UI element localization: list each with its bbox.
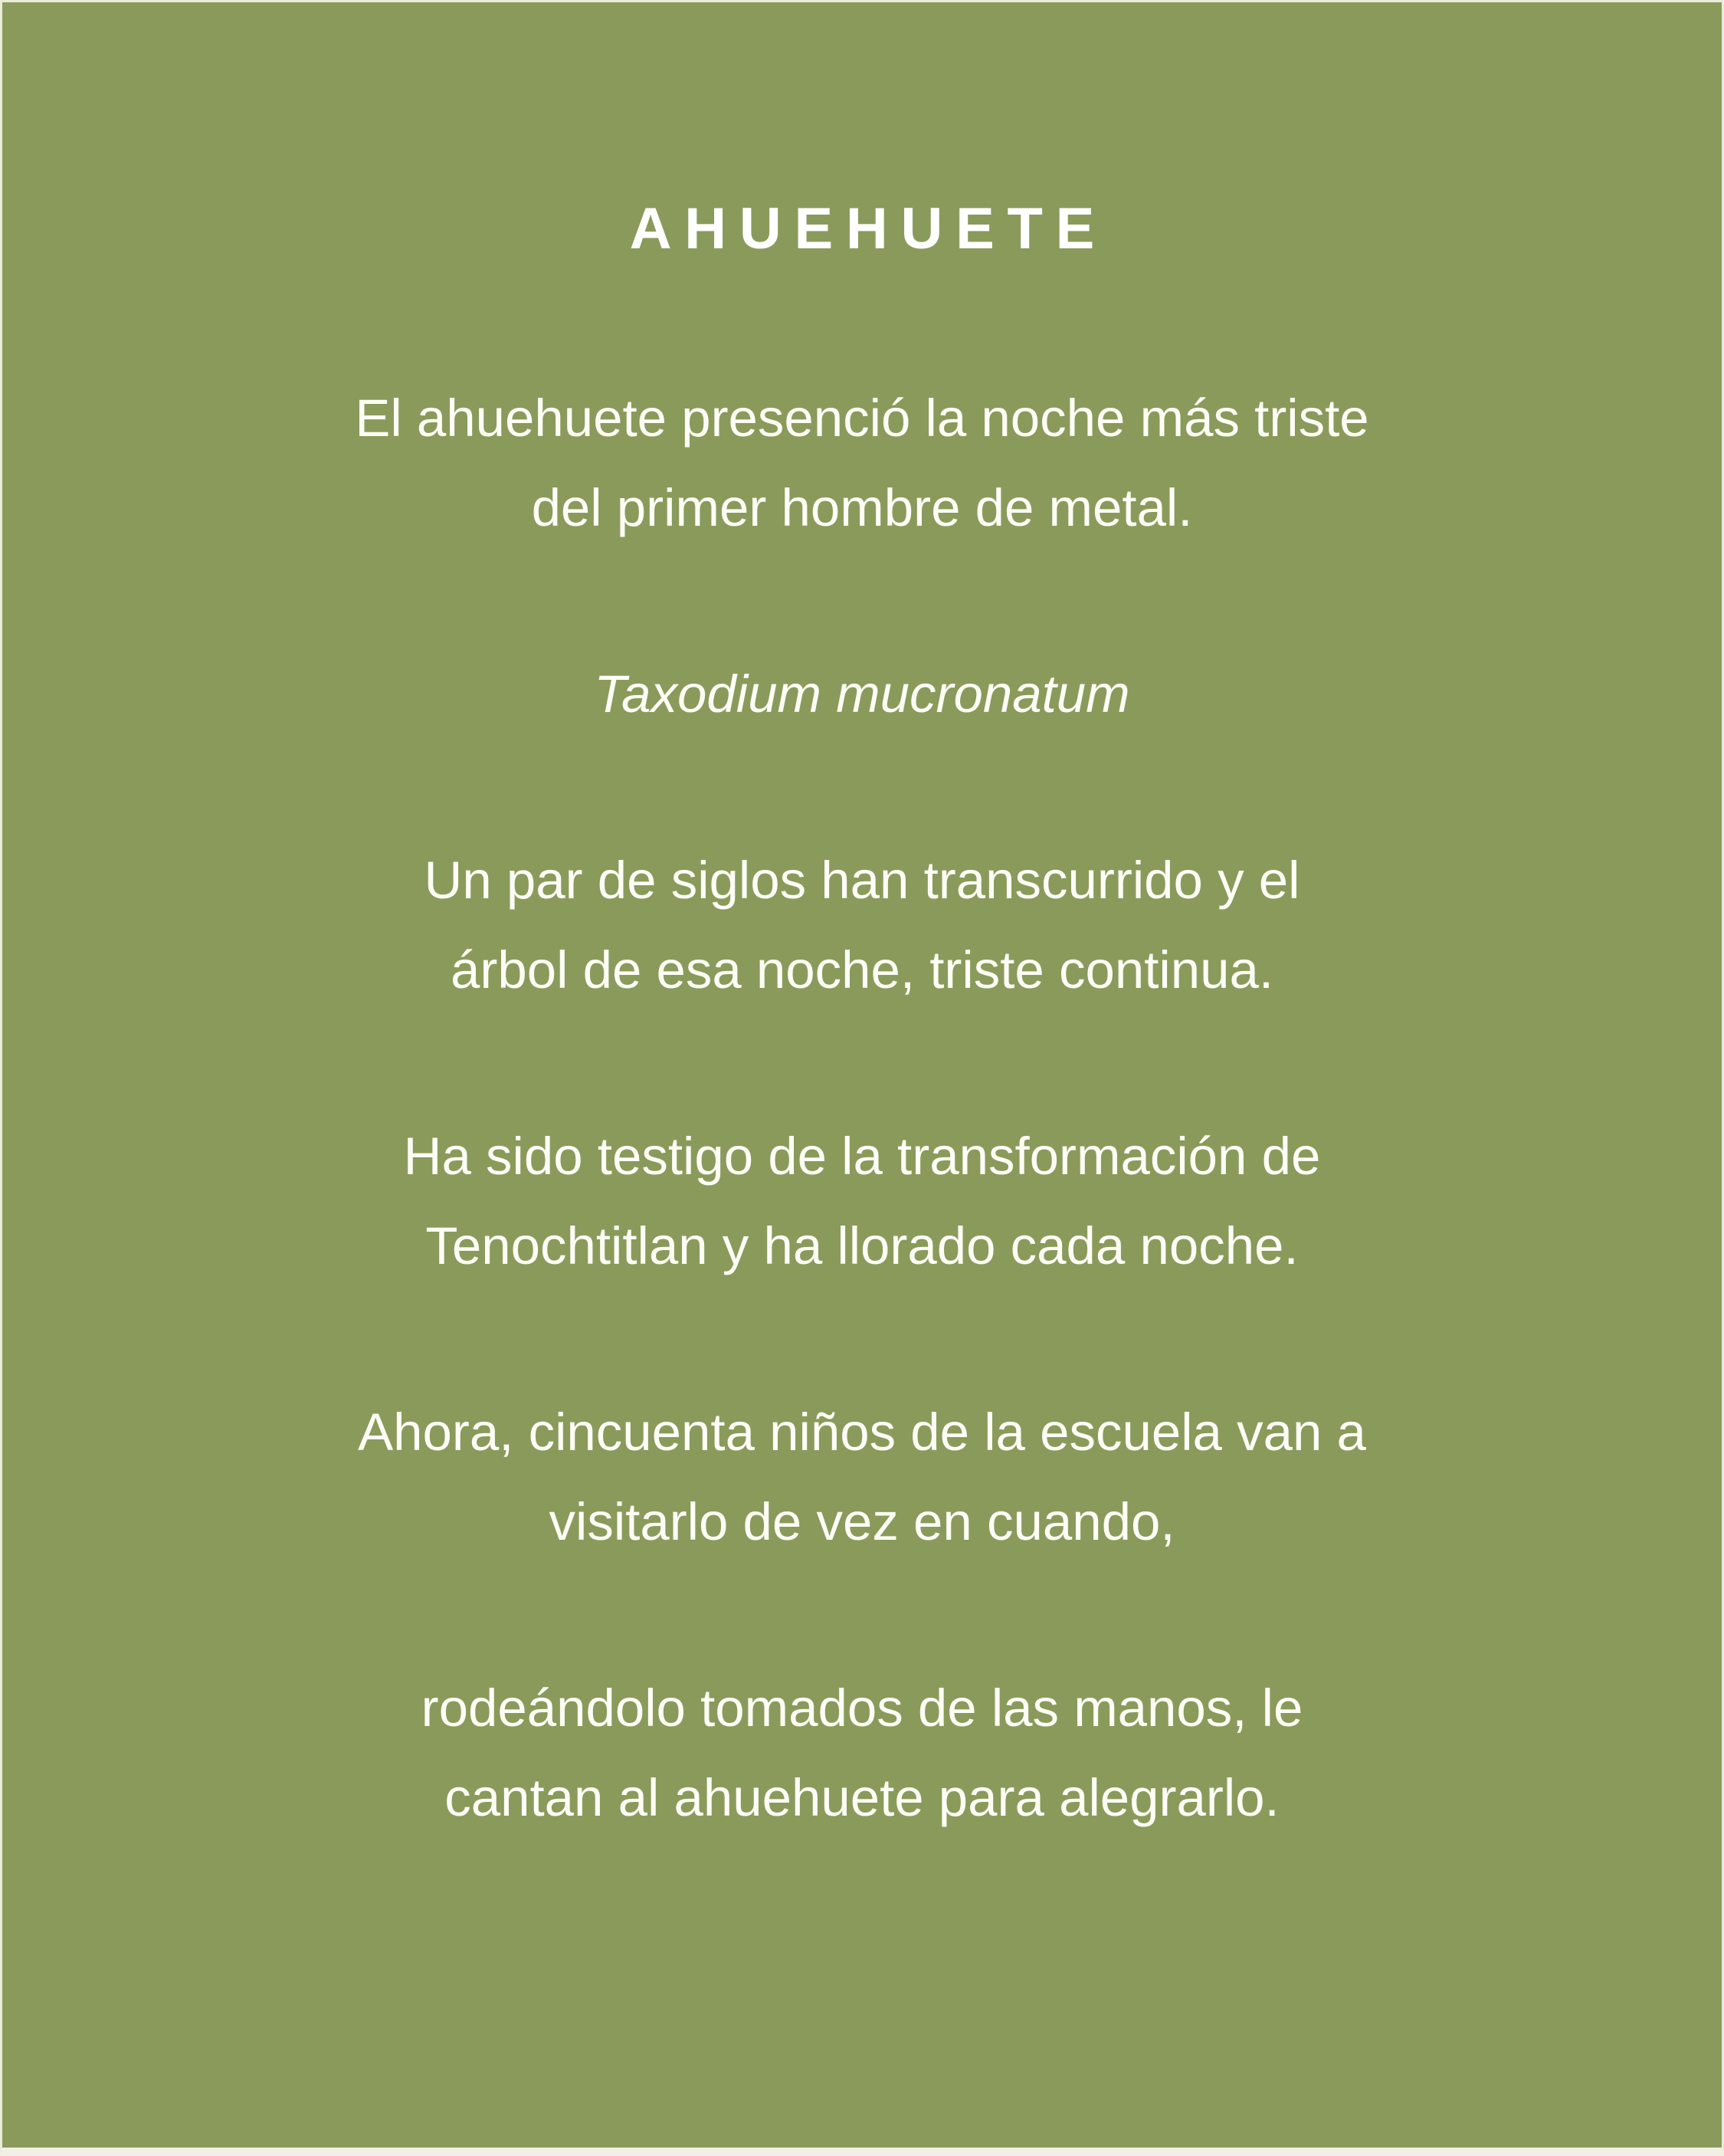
poem-stanza — [211, 1111, 1513, 1291]
poem-line: árbol de esa noche, triste continua. — [450, 940, 1273, 999]
poem-line: cantan al ahuehuete para alegrarlo. — [444, 1768, 1280, 1827]
poem-stanza — [211, 835, 1513, 1015]
poem-title: AHUEHUETE — [629, 196, 1108, 261]
poem-content — [211, 2, 1513, 1843]
poem-stanzas — [211, 373, 1513, 1843]
poem-stanza — [211, 373, 1513, 553]
poem-line: Un par de siglos han transcurrido y el — [424, 851, 1300, 910]
poem-stanza — [211, 649, 1513, 739]
poem-line: Tenochtitlan y ha llorado cada noche. — [425, 1216, 1299, 1275]
poem-line: Taxodium mucronatum — [594, 665, 1130, 724]
poem-line: El ahuehuete presenció la noche más triste — [355, 389, 1369, 448]
poem-line: Ahora, cincuenta niños de la escuela van a — [358, 1403, 1366, 1462]
poem-line: rodeándolo tomados de las manos, le — [421, 1679, 1303, 1738]
poem-stanza — [211, 1663, 1513, 1843]
poem-line: Ha sido testigo de la transformación de — [403, 1127, 1321, 1186]
poem-line: visitarlo de vez en cuando, — [549, 1492, 1175, 1551]
poem-line: del primer hombre de metal. — [531, 478, 1193, 537]
poem-stanza — [211, 1387, 1513, 1567]
